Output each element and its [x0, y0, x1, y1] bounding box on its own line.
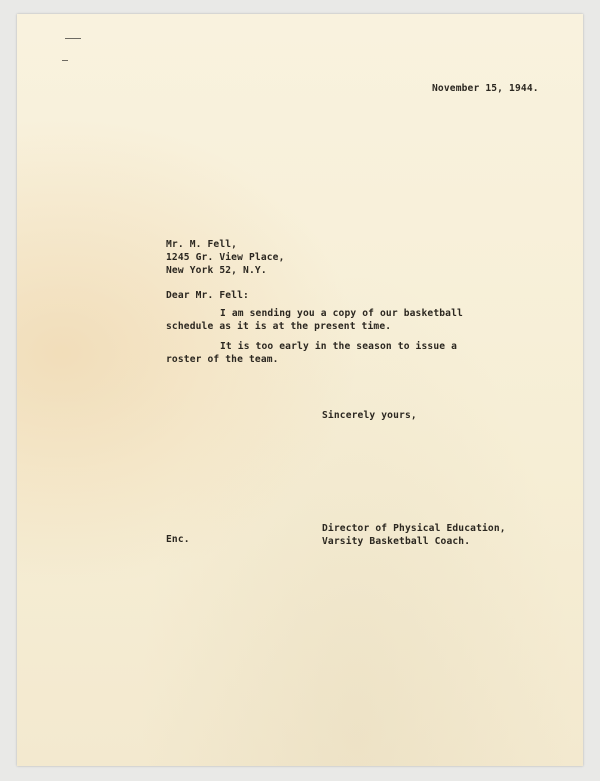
recipient-city: New York 52, N.Y. — [166, 265, 267, 276]
body-paragraph-2-line-2: roster of the team. — [166, 354, 279, 365]
recipient-street: 1245 Gr. View Place, — [166, 252, 285, 263]
ink-mark — [65, 38, 81, 39]
body-paragraph-2-line-1: It is too early in the season to issue a — [220, 341, 458, 352]
letter-date: November 15, 1944. — [432, 83, 539, 94]
body-paragraph-1-line-2: schedule as it is at the present time. — [166, 321, 392, 332]
ink-mark — [62, 60, 68, 61]
recipient-name: Mr. M. Fell, — [166, 239, 238, 250]
signature-title-line-1: Director of Physical Education, — [322, 523, 506, 534]
enclosure-note: Enc. — [166, 534, 190, 545]
signature-title-line-2: Varsity Basketball Coach. — [322, 536, 471, 547]
closing: Sincerely yours, — [322, 410, 417, 421]
salutation: Dear Mr. Fell: — [166, 290, 249, 301]
body-paragraph-1-line-1: I am sending you a copy of our basketball — [220, 308, 463, 319]
letter-page — [17, 14, 583, 766]
